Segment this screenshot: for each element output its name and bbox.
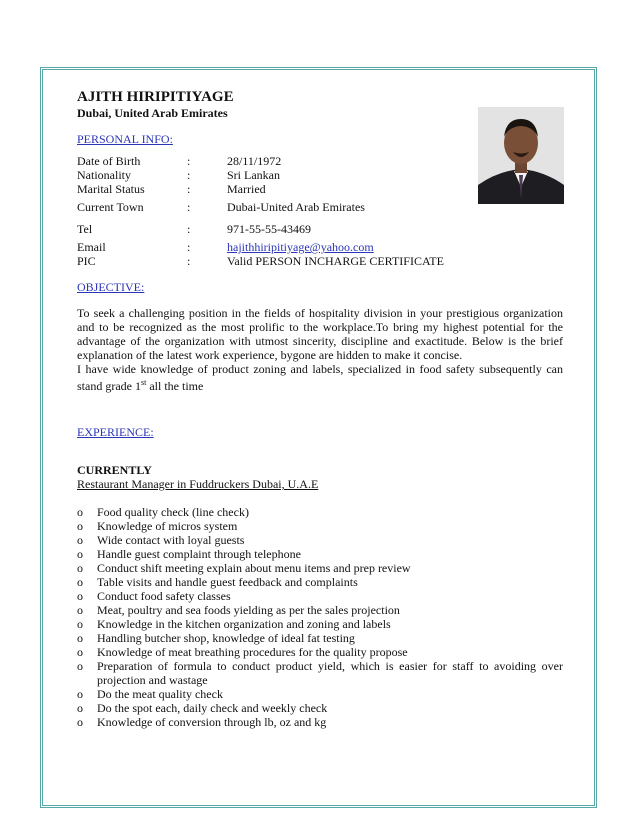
bullet-icon: o: [77, 617, 83, 631]
bullet-icon: o: [77, 645, 83, 659]
bullet-icon: o: [77, 519, 83, 533]
duty-text: Do the spot each, daily check and weekly check: [97, 701, 328, 715]
info-label: Date of Birth: [77, 154, 141, 168]
duty-text: Conduct shift meeting explain about menu items and prep review: [97, 561, 411, 575]
info-row-pic: [77, 254, 563, 268]
duty-text: Knowledge of meat breathing procedures for the quality propose: [97, 645, 408, 659]
info-row-dob: [77, 154, 563, 168]
objective-heading[interactable]: [77, 280, 563, 294]
duty-text: Do the meat quality check: [97, 687, 223, 701]
knowledge-text-end: all the time: [146, 379, 204, 393]
info-colon: :: [187, 254, 191, 268]
ordinal-suffix: st: [140, 378, 147, 387]
info-row-nationality: [77, 168, 563, 182]
bullet-icon: o: [77, 701, 83, 715]
duty-text: Handling butcher shop, knowledge of ideal fat testing: [97, 631, 355, 645]
bullet-icon: o: [77, 561, 83, 575]
list-item: [77, 617, 563, 631]
info-value: Dubai-United Arab Emirates: [227, 200, 365, 214]
info-value: 971-55-55-43469: [227, 222, 311, 236]
list-item: [77, 505, 563, 519]
duty-text: Knowledge of conversion through lb, oz and kg: [97, 715, 327, 729]
duty-text: Table visits and handle guest feedback and complaints: [97, 575, 358, 589]
bullet-icon: o: [77, 687, 83, 701]
objective-paragraph: To seek a challenging position in the fields of hospitality division in your prestigious organization and to be recognized as the most prolific to the workplace.To bring my highest potential for the advantage of the organization with utmost sincerity, discipline and exactitude. Below is the brief explanation of the latest work experience, bygone are hidden to make it concise.: [77, 306, 563, 362]
list-item: [77, 701, 563, 715]
list-item: [77, 631, 563, 645]
info-colon: :: [187, 168, 191, 182]
info-value: Sri Lankan: [227, 168, 280, 182]
current-title: CURRENTLY: [77, 463, 152, 477]
info-row-email: [77, 240, 563, 254]
info-label: Tel: [77, 222, 93, 236]
list-item: [77, 687, 563, 701]
info-colon: :: [187, 182, 191, 196]
info-label: PIC: [77, 254, 96, 268]
bullet-icon: o: [77, 589, 83, 603]
bullet-icon: o: [77, 505, 83, 519]
bullet-icon: o: [77, 575, 83, 589]
bullet-icon: o: [77, 547, 83, 561]
duty-text: Handle guest complaint through telephone: [97, 547, 301, 561]
email-link[interactable]: hajithhiripitiyage@yahoo.com: [227, 240, 374, 254]
info-row-town: [77, 200, 563, 214]
info-label: Marital Status: [77, 182, 145, 196]
list-item: [77, 715, 563, 729]
info-row-tel: [77, 222, 563, 236]
personal-info-heading[interactable]: [77, 132, 563, 146]
knowledge-paragraph: [77, 362, 563, 393]
info-value: Valid PERSON INCHARGE CERTIFICATE: [227, 254, 444, 268]
duty-text: Wide contact with loyal guests: [97, 533, 245, 547]
list-item: [77, 589, 563, 603]
personal-info-link[interactable]: PERSONAL INFO:: [77, 132, 173, 146]
duties-list: [77, 505, 563, 729]
duty-text: Food quality check (line check): [97, 505, 249, 519]
bullet-icon: o: [77, 631, 83, 645]
info-value: Married: [227, 182, 266, 196]
knowledge-text: I have wide knowledge of product zoning and labels, specialized in food safety subsequently can stand grade 1: [77, 362, 563, 393]
objective-link[interactable]: OBJECTIVE:: [77, 280, 145, 294]
duty-text: Meat, poultry and sea foods yielding as per the sales projection: [97, 603, 400, 617]
info-colon: :: [187, 154, 191, 168]
candidate-name: AJITH HIRIPITIYAGE: [77, 89, 234, 105]
candidate-location: Dubai, United Arab Emirates: [77, 106, 228, 120]
info-row-marital: [77, 182, 563, 196]
info-label: Email: [77, 240, 106, 254]
duty-text: Conduct food safety classes: [97, 589, 231, 603]
info-colon: :: [187, 240, 191, 254]
list-item: [77, 561, 563, 575]
info-label: Current Town: [77, 200, 144, 214]
list-item: [77, 533, 563, 547]
list-item: [77, 547, 563, 561]
list-item: [77, 575, 563, 589]
duty-text: Knowledge of micros system: [97, 519, 238, 533]
list-item: [77, 645, 563, 659]
duty-text: Preparation of formula to conduct product yield, which is easier for staff to avoiding over projection and wastage: [97, 659, 563, 687]
experience-heading[interactable]: [77, 425, 563, 439]
objective-section: [77, 306, 563, 393]
bullet-icon: o: [77, 603, 83, 617]
list-item: [77, 519, 563, 533]
bullet-icon: o: [77, 715, 83, 729]
personal-info-table: [77, 154, 563, 268]
experience-link[interactable]: EXPERIENCE:: [77, 425, 154, 439]
list-item: [77, 603, 563, 617]
resume-content: [77, 88, 563, 729]
duty-text: Knowledge in the kitchen organization and zoning and labels: [97, 617, 391, 631]
bullet-icon: o: [77, 659, 83, 673]
bullet-icon: o: [77, 533, 83, 547]
info-colon: :: [187, 200, 191, 214]
info-label: Nationality: [77, 168, 131, 182]
current-role: Restaurant Manager in Fuddruckers Dubai, U.A.E: [77, 477, 319, 491]
info-colon: :: [187, 222, 191, 236]
list-item: [77, 659, 563, 687]
info-value: 28/11/1972: [227, 154, 282, 168]
